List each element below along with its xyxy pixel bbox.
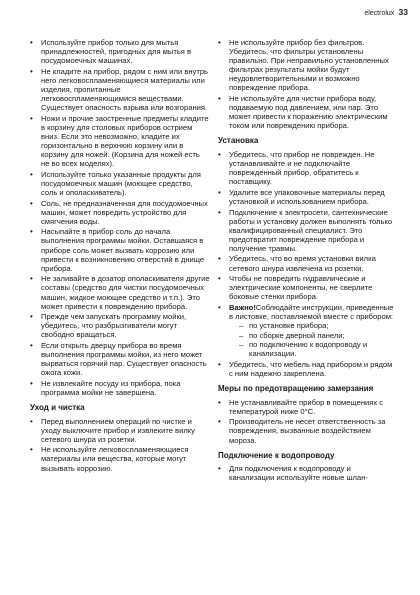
filter-list [218, 38, 398, 130]
list-item: • Убедитесь, что мебель над прибором и рядом с ним надежно закреплена. [218, 360, 398, 378]
list-item: • Не кладите на прибор, рядом с ним или внутрь него легковоспламеняющиеся материалы или изделия, пропитанные легковоспламеняющимися веществами. Существует опасность взрыва или возгорания. [30, 67, 210, 112]
list-item: • Не используйте легковоспламеняющиеся материалы или вещества, которые могут вызывать коррозию. [30, 445, 210, 472]
page-number: 33 [398, 7, 408, 17]
list-item: • Убедитесь, что во время установки вилка сетевого шнура извлечена из розетки. [218, 254, 398, 272]
list-item: • Не заливайте в дозатор ополаскивателя другие составы (средство для чистки посудомоечных машин, жидкое моющее средство и т.п.). Это может привести к повреждению прибора. [30, 274, 210, 310]
list-item: • Чтобы не повредить гидравлические и электрические компоненты, не сверлите боковые стенки прибора. [218, 274, 398, 301]
frost-list [218, 398, 398, 445]
water-list [218, 464, 398, 482]
frost-heading: Меры по предотвращению замерзания [218, 384, 374, 394]
care-list [30, 417, 210, 473]
right-column [218, 38, 398, 484]
brand-name: electrolux [364, 10, 395, 17]
care-heading: Уход и чистка [30, 403, 85, 413]
left-column [30, 38, 210, 474]
list-item: • Насыпайте в прибор соль до начала выполнения программы мойки. Оставшаяся в приборе соль может вызвать коррозию или привести к возникновению отверстий в днище прибора. [30, 227, 210, 272]
sub-item: – по подключению к водопроводу и канализации. [239, 340, 398, 358]
list-item: • Соль, не предназначенная для посудомоечных машин, может повредить устройство для смягчения воды. [30, 199, 210, 226]
sub-item: – по установке прибора; [239, 321, 398, 330]
install-heading: Установка [218, 136, 259, 146]
list-item: • Используйте только указанные продукты для посудомоечных машин (моющее средство, соль и ополаскиватель). [30, 170, 210, 197]
list-item: • Перед выполнением операций по чистке и уходу выключите прибор и извлеките вилку сетевого шнура из розетки. [30, 417, 210, 444]
list-item: • Не устанавливайте прибор в помещениях с температурой ниже 0°C. [218, 398, 398, 416]
list-item: • Если открыть дверцу прибора во время выполнения программы мойки, из него может вырваться горячий пар. Существует опасность ожога кожи. [30, 341, 210, 377]
sub-item: – по сборке дверной панели; [239, 331, 398, 340]
important-sublist [229, 321, 398, 358]
list-item: • Не извлекайте посуду из прибора, пока программа мойки не завершена. [30, 379, 210, 397]
important-text: Соблюдайте инструкции, приведенные в листовке, поставляемой вместе с прибором: [229, 302, 394, 322]
safety-list [30, 38, 210, 397]
important-item [218, 303, 398, 359]
important-label: Важно! [229, 302, 256, 312]
list-item: • Производитель не несет ответственность за повреждения, вызванные воздействием мороза. [218, 417, 398, 444]
water-heading: Подключение к водопроводу [218, 450, 335, 460]
list-item: • Удалите все упаковочные материалы перед установкой и использованием прибора. [218, 188, 398, 206]
install-list [218, 150, 398, 378]
list-item: • Убедитесь, что прибор не поврежден. Не устанавливайте и не подключайте поврежденный прибор, обратитесь к поставщику. [218, 150, 398, 186]
list-item: • Ножи и прочие заостренные предметы кладите в корзину для столовых приборов острием вниз. Если это невозможно, кладите их горизонтально в верхнюю корзину или в корзину для ножей. (Корзина для ножей есть не во всех моделях). [30, 114, 210, 169]
list-item: • Для подключения к водопроводу и канализации используйте новые шлан- [218, 464, 398, 482]
list-item: • Прежде чем запускать программу мойки, убедитесь, что разбрызгиватели могут свободно вращаться. [30, 312, 210, 339]
page-header [364, 7, 408, 17]
list-item: • Не используйте для чистки прибора воду, подаваемую под давлением, или пар. Это может привести к поражению электрическим током или повреждению прибора. [218, 94, 398, 130]
list-item: • Не используйте прибор без фильтров. Убедитесь, что фильтры установлены правильно. При неправильно установленных фильтрах результаты мойки будут неудовлетворительными и возможно повреждение прибора. [218, 38, 398, 93]
list-item: • Подключение к электросети, сантехнические работы и установку должен выполнять только квалифицированный специалист. Это предотвратит повреждение прибора и получение травмы. [218, 208, 398, 253]
list-item: • Используйте прибор только для мытья принадлежностей, пригодных для мытья в посудомоечных машинах. [30, 38, 210, 65]
